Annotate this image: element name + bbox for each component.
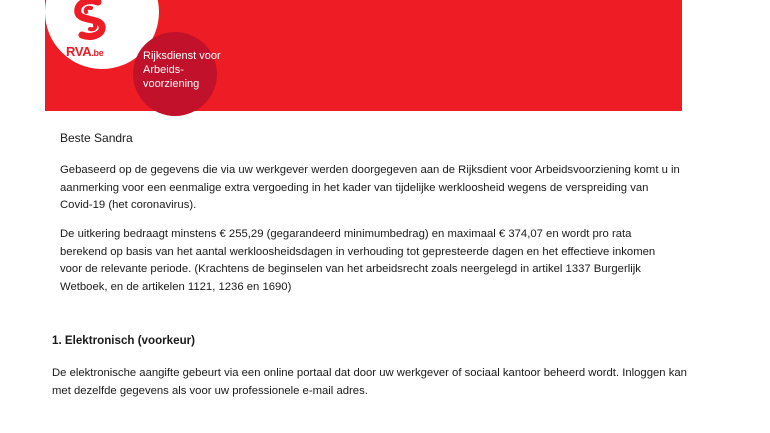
rva-logo-icon (66, 0, 116, 44)
logo-text: RVA (66, 44, 92, 59)
email-greeting: Beste Sandra (60, 131, 133, 145)
logo-tld: .be (91, 48, 104, 58)
email-paragraph-amount: De uitkering bedraagt minstens € 255,29 (gegarandeerd minimumbedrag) en maximaal € 374,07 en wordt pro rata berekend op basis van het aantal werkloosheidsdagen in verhouding tot gepresteerde dagen en het effectieve inkomen voor de relevante periode. (Krachtens de beginselen van het arbeidsrecht zoals neergelegd in artikel 1337 Burgerlijk Wetboek, en de artikelen 1121, 1236 en 1690) (60, 228, 656, 293)
email-paragraph-eligibility: Gebaseerd op de gegevens die via uw werkgever werden doorgegeven aan de Rijksdient voor Arbeidsvoorziening komt u in aanmerking voor een eenmalige extra vergoeding in het kader van tijdelijke werkloosheid wegens de verspreiding van Covid-19 (het coronavirus). (60, 164, 680, 211)
section-heading-electronic: 1. Elektronisch (voorkeur) (52, 334, 196, 347)
agency-name: Rijksdienst voor Arbeids- voorziening (143, 50, 221, 90)
logo-wordmark (66, 44, 103, 59)
email-paragraph-portal: De elektronische aangifte gebeurt via een online portaal dat door uw werkgever of sociaal kantoor beheerd wordt. Inloggen kan met dezelfde gegevens als voor uw professionele e-mail adres. (52, 367, 687, 397)
